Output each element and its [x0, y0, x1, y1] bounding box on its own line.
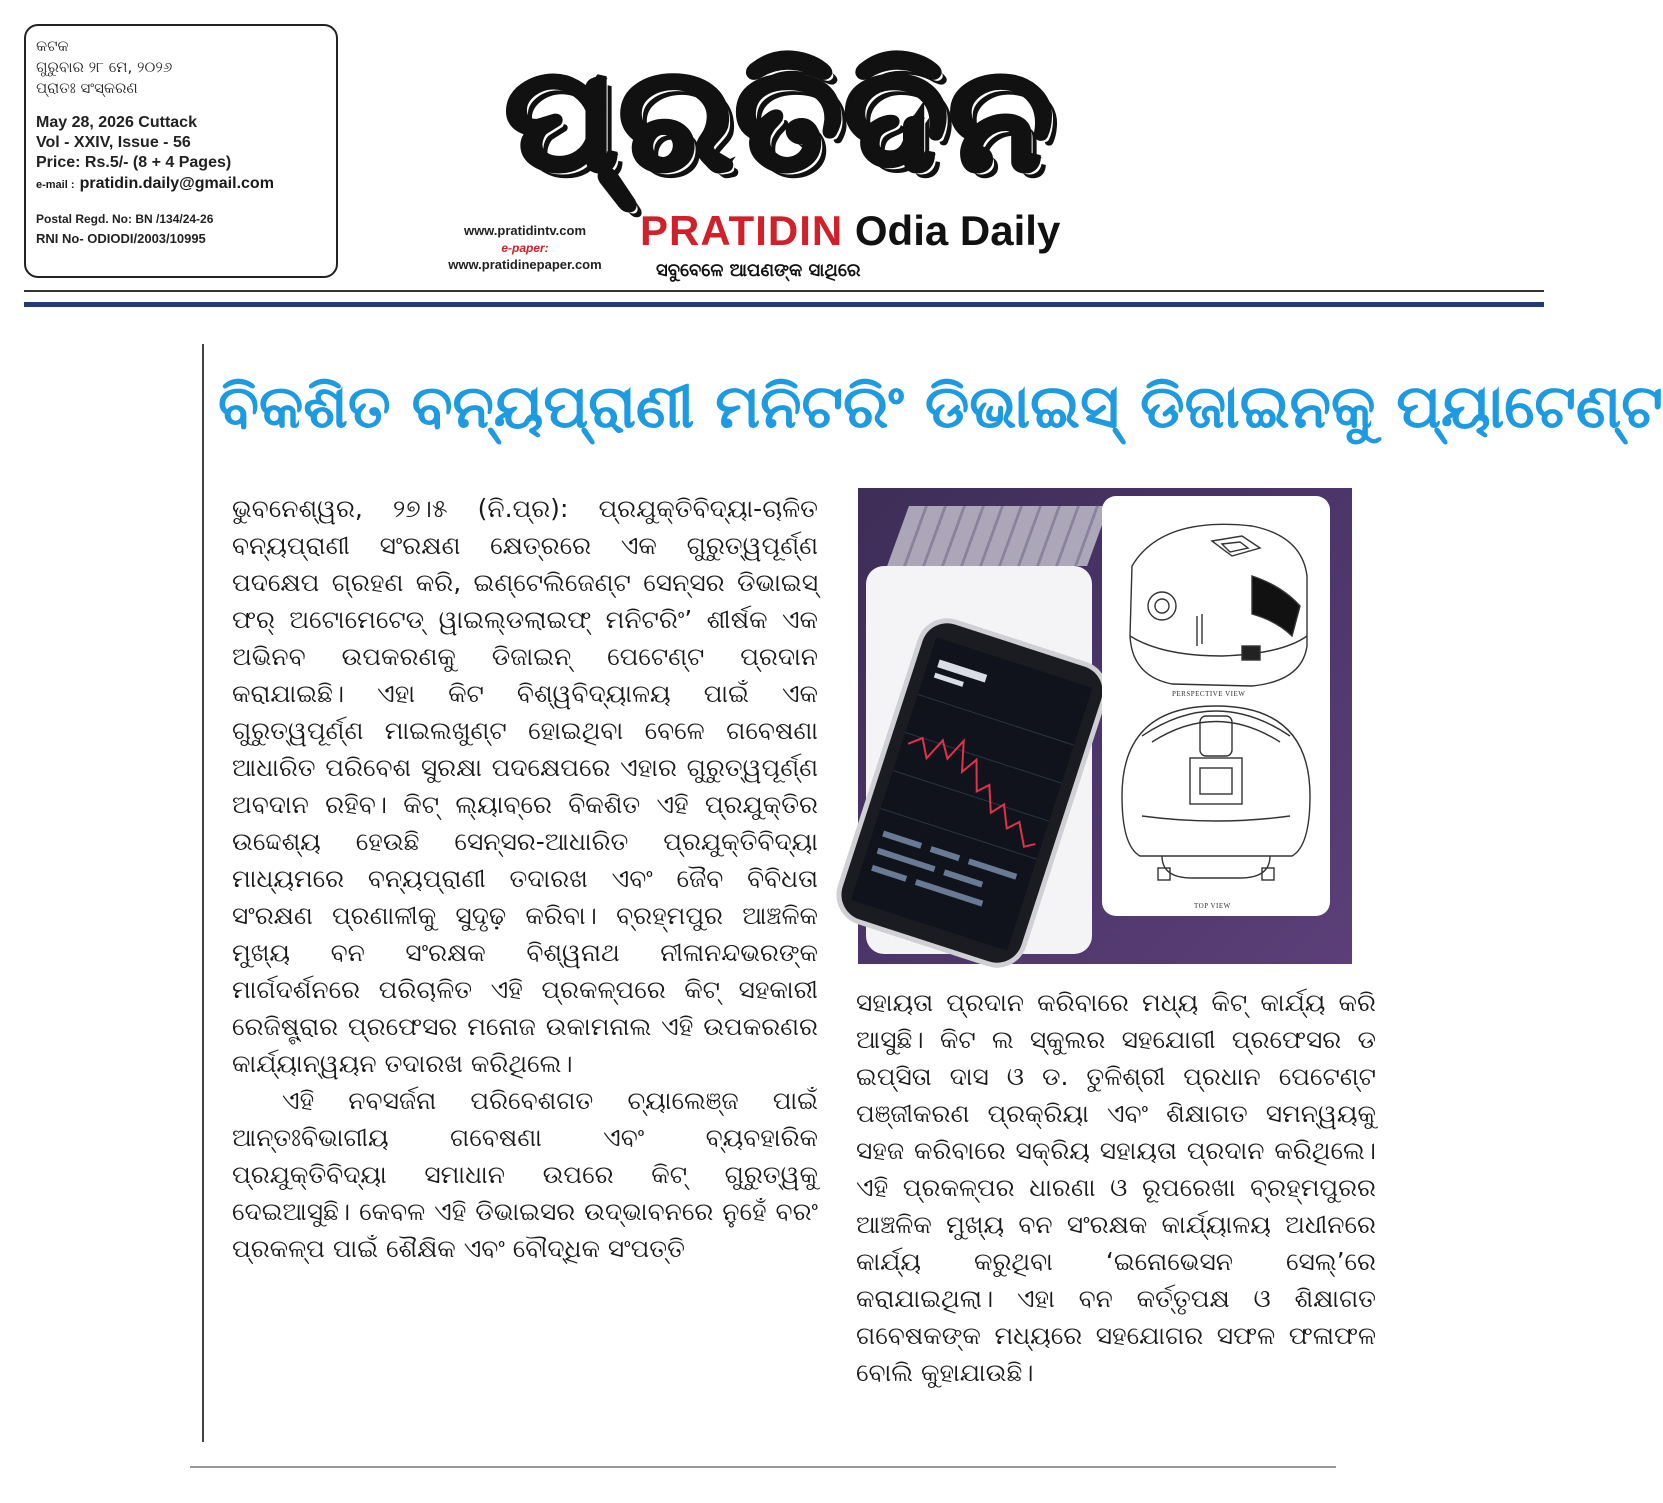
brand-name-red: PRATIDIN [640, 207, 844, 254]
brand-name-black: Odia Daily [854, 207, 1061, 254]
date-odia: ଗୁରୁବାର ୨୮ ମେ, ୨୦୨୬ [36, 58, 173, 76]
pratidin-logo [380, 30, 1180, 210]
column-divider [202, 344, 204, 1442]
date-english: May 28, 2026 Cuttack [36, 114, 197, 131]
postal-regd: Postal Regd. No: BN /134/24-26 [36, 212, 214, 226]
email-address[interactable]: pratidin.daily@gmail.com [79, 175, 274, 192]
keyboard-shape [887, 506, 1109, 566]
email-line [36, 173, 326, 193]
masthead-divider-thin [24, 290, 1544, 292]
website-link[interactable]: www.pratidintv.com [463, 223, 587, 238]
edition-odia: ପ୍ରାତଃ ସଂସ୍କରଣ [36, 79, 138, 97]
masthead-divider-thick [24, 302, 1544, 307]
web-links [420, 222, 630, 274]
article-column-left [232, 490, 818, 1420]
caption-top-view: TOP VIEW [1194, 902, 1231, 910]
tagline: ସବୁବେଳେ ଆପଣଙ୍କ ସାଥିରେ [656, 260, 861, 281]
edition-info-box [24, 24, 338, 278]
page-bottom-rule [190, 1466, 1336, 1468]
article-paragraph-2: ଏହି ନବସର୍ଜନା ପରିବେଶଗତ ଚ୍ୟାଲେଞ୍ଜ ପାଇଁ ଆନ୍ତଃବିଭାଗୀୟ ଗବେଷଣା ଏବଂ ବ୍ୟବହାରିକ ପ୍ରଯୁକ୍ତିବିଦ୍ୟା ସମାଧାନ ଉପରେ କିଟ୍ ଗୁରୁତ୍ୱକୁ ଦେଇଆସୁଛି। କେବଳ ଏହି ଡିଭାଇସର ଉଦ୍ଭାବନରେ ନୁହେଁ ବରଂ ପ୍ରକଳ୍ପ ପାଇଁ ଶୈକ୍ଷିକ ଏବଂ ବୌଦ୍ଧିକ ସଂପତ୍ତି [232, 1086, 818, 1263]
email-label: e-mail : [36, 179, 75, 191]
volume-issue: Vol - XXIV, Issue - 56 [36, 134, 191, 151]
brand-name [640, 206, 1060, 256]
article-paragraph-1: ଭୁବନେଶ୍ୱର, ୨୭।୫ (ନି.ପ୍ର): ପ୍ରଯୁକ୍ତିବିଦ୍ୟା-ଚାଳିତ ବନ୍ୟପ୍ରାଣୀ ସଂରକ୍ଷଣ କ୍ଷେତ୍ରରେ ଏକ ଗୁରୁତ୍ୱପୂର୍ଣ୍ଣ ପଦକ୍ଷେପ ଗ୍ରହଣ କରି, ଇଣ୍ଟେଲିଜେଣ୍ଟ ସେନ୍ସର ଡିଭାଇସ୍ ଫର୍ ଅଟୋମେଟେଡ୍ ୱାଇଲ୍ଡଲାଇଫ୍ ମନିଟରିଂ’ ଶୀର୍ଷକ ଏକ ଅଭିନବ ଉପକରଣକୁ ଡିଜାଇନ୍ ପେଟେଣ୍ଟ ପ୍ରଦାନ କରାଯାଇଛି। ଏହା କିଟ ବିଶ୍ୱବିଦ୍ୟାଳୟ ପାଇଁ ଏକ ଗୁରୁତ୍ୱପୂର୍ଣ୍ଣ ମାଇଲଖୁଣ୍ଟ ହୋଇଥିବା ବେଳେ ଗବେଷଣା ଆଧାରିତ ପରିବେଶ ସୁରକ୍ଷା ପଦକ୍ଷେପରେ ଏହାର ଗୁରୁତ୍ୱପୂର୍ଣ୍ଣ ଅବଦାନ ରହିବ। କିଟ୍ ଲ୍ୟାବ୍‌ରେ ବିକଶିତ ଏହି ପ୍ରଯୁକ୍ତିର ଉଦ୍ଦେଶ୍ୟ ହେଉଛି ସେନ୍ସର-ଆଧାରିତ ପ୍ରଯୁକ୍ତିବିଦ୍ୟା ମାଧ୍ୟମରେ ବନ୍ୟପ୍ରାଣୀ ତଦାରଖ ଏବଂ ଜୈବ ବିବିଧତା ସଂରକ୍ଷଣ ପ୍ରଣାଳୀକୁ ସୁଦୃଢ଼ କରିବା। ବ୍ରହ୍ମପୁର ଆଞ୍ଚଳିକ ମୁଖ୍ୟ ବନ ସଂରକ୍ଷକ ବିଶ୍ୱନାଥ ନୀଳାନନ୍ଦଭରଙ୍କ ମାର୍ଗଦର୍ଶନରେ ପରିଚାଳିତ ଏହି ପ୍ରକଳ୍ପରେ କିଟ୍ ସହକାରୀ ରେଜିଷ୍ଟ୍ରାର ପ୍ରଫେସର ମନୋଜ ଉକାମନାଲ ଏହି ଉପକରଣର କାର୍ଯ୍ୟାନ୍ୱୟନ ତଦାରଖ କରିଥିଲେ। [232, 494, 818, 1078]
patent-drawing-panel [1102, 496, 1330, 916]
city-odia: କଟକ [36, 37, 69, 55]
epaper-link[interactable]: www.pratidinepaper.com [448, 257, 602, 272]
logo-lettering: ପ୍ରତିଦିନ [505, 37, 1055, 203]
article-column-right [856, 984, 1376, 1424]
article-paragraph-3: ସହାୟତା ପ୍ରଦାନ କରିବାରେ ମଧ୍ୟ କିଟ୍ କାର୍ଯ୍ୟ କରି ଆସୁଛି। କିଟ ଲ ସ୍କୁଲର ସହଯୋଗୀ ପ୍ରଫେସର ଡ ଇପ୍ସିତା ଦାସ ଓ ଡ. ତୁଳିଶ୍ରୀ ପ୍ରଧାନ ପେଟେଣ୍ଟ ପଞ୍ଜୀକରଣ ପ୍ରକ୍ରିୟା ଏବଂ ଶିକ୍ଷାଗତ ସମନ୍ୱୟକୁ ସହଜ କରିବାରେ ସକ୍ରିୟ ସହାୟତା ପ୍ରଦାନ କରିଥିଲେ। ଏହି ପ୍ରକଳ୍ପର ଧାରଣା ଓ ରୂପରେଖା ବ୍ରହ୍ମପୁରର ଆଞ୍ଚଳିକ ମୁଖ୍ୟ ବନ ସଂରକ୍ଷକ କାର୍ଯ୍ୟାଳୟ ଅଧୀନରେ କାର୍ଯ୍ୟ କରୁଥିବା ‘ଇନୋଭେସନ ସେଲ୍’ରେ କରାଯାଇଥିଲା। ଏହା ବନ କର୍ତ୍ତୃପକ୍ଷ ଓ ଶିକ୍ଷାଗତ ଗବେଷକଙ୍କ ମଧ୍ୟରେ ସହଯୋଗର ସଫଳ ଫଳାଫଳ ବୋଲି କୁହାଯାଉଛି। [856, 988, 1376, 1387]
price: Price: Rs.5/- (8 + 4 Pages) [36, 154, 232, 171]
device-drawing [1102, 496, 1330, 916]
rni-number: RNI No- ODIODI/2003/10995 [36, 231, 206, 246]
caption-perspective-view: PERSPECTIVE VIEW [1172, 690, 1246, 698]
epaper-label: e-paper: [501, 241, 549, 255]
article-headline: ବିକଶିତ ବନ୍ୟପ୍ରାଣୀ ମନିଟରିଂ ଡିଭାଇସ୍ ଡିଜାଇନକୁ ପ୍ୟାଟେଣ୍ଟ [218, 372, 1663, 442]
article-photo [858, 488, 1352, 964]
